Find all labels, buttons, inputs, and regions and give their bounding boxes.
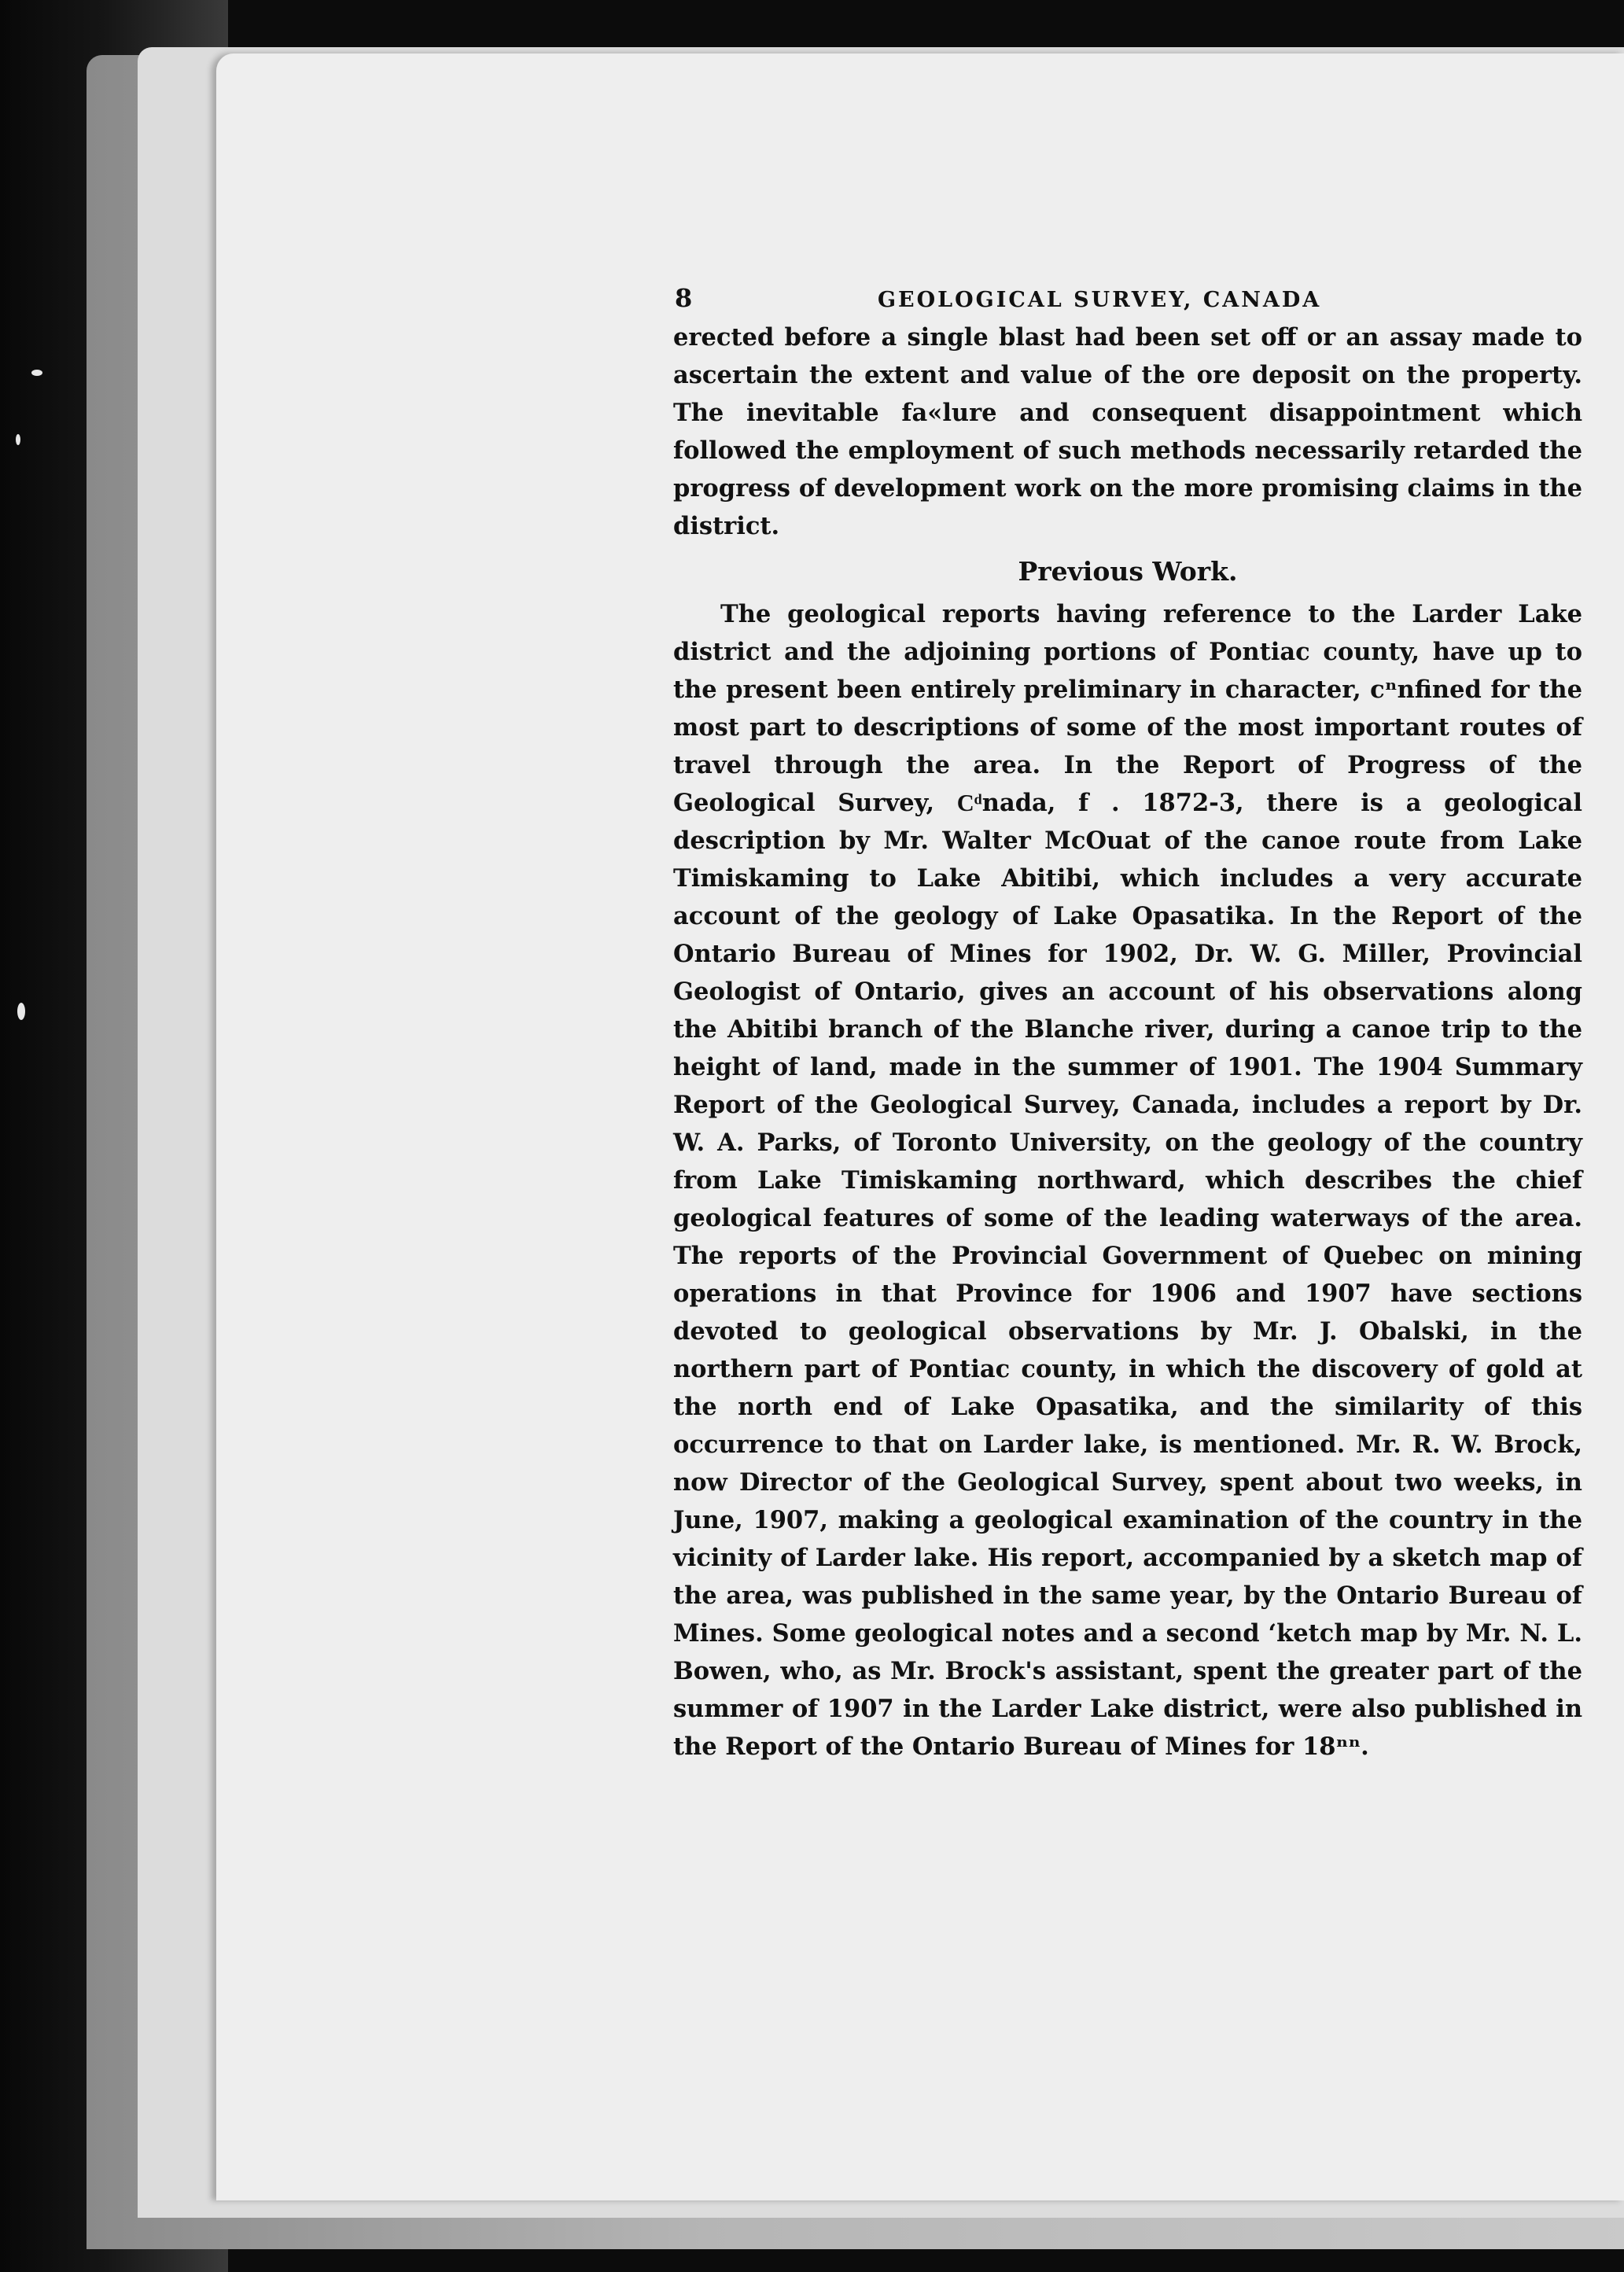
scan-speck [16, 434, 20, 445]
scan-speck [17, 1003, 25, 1020]
continuation-paragraph: erected before a single blast had been set off or an assay made to ascertain the extent and value of the ore deposit on the property. The inevitable fa«lure and consequent disappointment which followed the employment of such methods necessarily retarded the progress of development work on the more promising claims in the district. [673, 323, 1582, 540]
scan-speck [31, 370, 42, 376]
page-number: 8 [675, 283, 693, 313]
running-head [673, 279, 1582, 319]
body-paragraph: The geological reports having reference to the Larder Lake district and the adjoining portions of Pontiac county, have up to the present been entirely preliminary in character, cⁿnfined for the most part to descriptions of some of the most important routes of travel through the area. In the Report of Progress of the Geological Survey, Cͩnada, f ․ 1872-3, there is a geological description by Mr. Walter McOuat of the canoe route from Lake Timiskaming to Lake Abitibi, which includes a very accurate account of the geology of Lake Opasatika. In the Report of the Ontario Bureau of Mines for 1902, Dr. W. G. Miller, Provincial Geologist of Ontario, gives an account of his observations along the Abitibi branch of the Blanche river, during a canoe trip to the height of land, made in the summer of 1901. The 1904 Summary Report of the Geological Survey, Canada, includes a report by Dr. W. A. Parks, of Toronto University, on the geology of the country from Lake Timiskaming northward, which describes the chief geological features of some of the leading waterways of the area. The reports of the Provincial Government of Quebec on mining operations in that Province for 1906 and 1907 have sections devoted to geological observations by Mr. J. Obalski, in the northern part of Pontiac county, in which the discovery of gold at the north end of Lake Opasatika, and the similarity of this occurrence to that on Larder lake, is mentioned. Mr. R. W. Brock, now Director of the Geological Survey, spent about two weeks, in June, 1907, making a geological examination of the country in the vicinity of Larder lake. His report, accompanied by a sketch map of the area, was published in the same year, by the Ontario Bureau of Mines. Some geological notes and a second ʻketch map by Mr. N. L. Bowen, who, as Mr. Brock's assistant, spent the greater part of the summer of 1907 in the Larder Lake district, were also published in the Report of the Ontario Bureau of Mines for 18ⁿⁿ. [673, 600, 1582, 1761]
text-block [673, 279, 1582, 1766]
running-head-title: GEOLOGICAL SURVEY, CANADA [878, 288, 1322, 312]
section-heading: Previous Work. [1018, 556, 1238, 587]
